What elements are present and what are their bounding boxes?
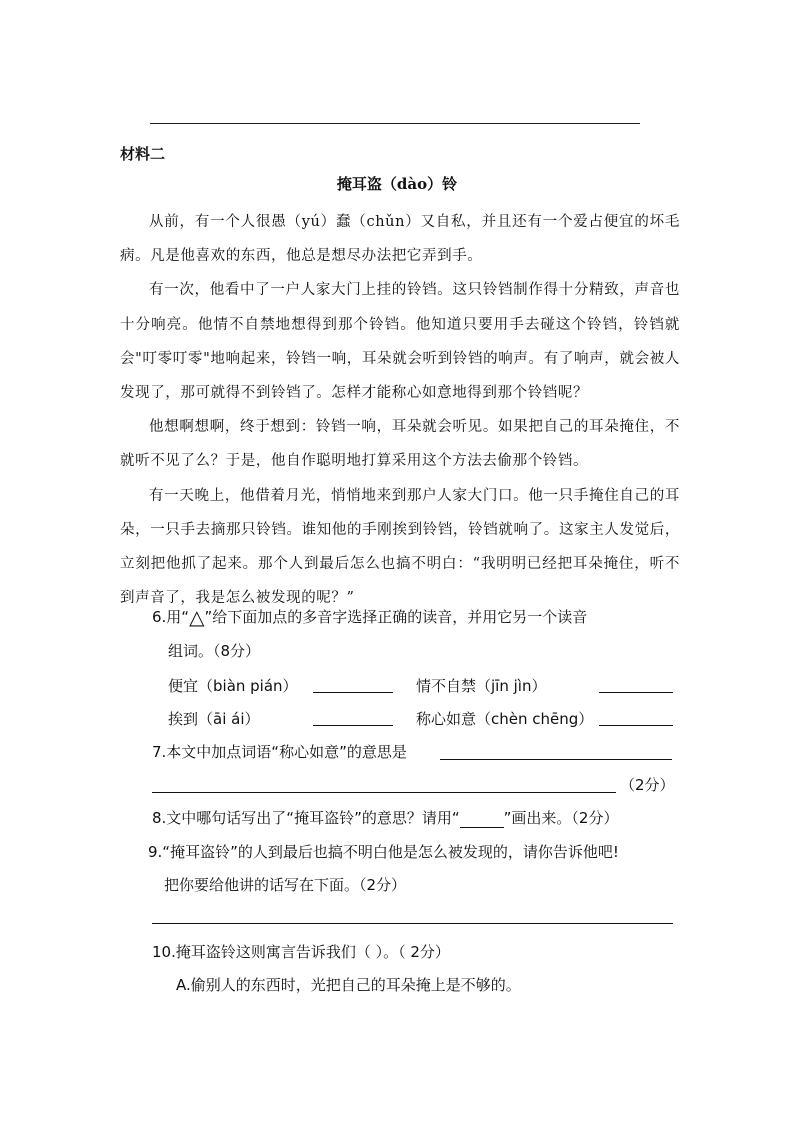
q6-item-chenxinruyi	[416, 708, 593, 729]
q7-answer-line-1[interactable]	[440, 759, 672, 760]
q6-answer-blank-3[interactable]	[313, 709, 393, 726]
q7-answer-line-2[interactable]	[152, 792, 616, 793]
underline-sample	[460, 811, 504, 828]
q6-answer-blank-4[interactable]	[599, 709, 673, 726]
q8-text-end: ”画出来。（2分）	[503, 809, 619, 827]
story-paragraph: 他想啊想啊，终于想到：铃铛一响，耳朵就会听见。如果把自己的耳朵掩住，不就听不见了么？于是，他自作聪明地打算采用这个方法去偷那个铃铛。	[120, 419, 680, 470]
question-6	[152, 606, 587, 627]
q6-item-label: 情不自禁（jīn jìn）	[416, 677, 547, 695]
q6-answer-blank-1[interactable]	[313, 676, 393, 693]
q10-option-a[interactable]: A.偷别人的东西时，光把自己的耳朵掩上是不够的。	[176, 976, 521, 994]
q6-prefix: 6.用“	[152, 608, 190, 626]
question-7: 7.本文中加点词语“称心如意”的意思是	[152, 743, 407, 761]
section-label: 材料二	[120, 145, 166, 163]
question-8	[152, 807, 618, 828]
story-text	[120, 205, 680, 615]
q6-item-label: 挨到（āi ái）	[168, 710, 260, 728]
q6-item-pianyi	[168, 675, 298, 696]
q6-item-qingbuzijin	[416, 675, 546, 696]
q6-item-label: 称心如意（chèn chēng）	[416, 710, 594, 728]
top-rule	[150, 123, 640, 124]
triangle-symbol-icon: △	[189, 605, 205, 629]
q8-text: 8.文中哪句话写出了“掩耳盗铃”的意思？请用“	[152, 809, 460, 827]
q6-line2: 组词。（8分）	[168, 642, 261, 660]
question-9: 9.“掩耳盗铃”的人到最后也搞不明白他是怎么被发现的，请你告诉他吧!	[148, 843, 619, 861]
q9-answer-line[interactable]	[152, 923, 673, 924]
q6-answer-blank-2[interactable]	[599, 676, 673, 693]
story-paragraph: 从前，有一个人很愚（yú）蠢（chǔn）又自私，并且还有一个爱占便宜的坏毛病。凡是他喜欢的东西，他总是想尽办法把它弄到手。	[120, 214, 680, 265]
story-title: 掩耳盗（dào）铃	[336, 175, 458, 193]
q6-item-label: 便宜（biàn pián）	[168, 677, 298, 695]
story-paragraph: 有一天晚上，他借着月光，悄悄地来到那户人家大门口。他一只手掩住自己的耳朵，一只手去摘那只铃铛。谁知他的手刚挨到铃铛，铃铛就响了。这家主人发觉后，立刻把他抓了起来。那个人到最后怎么也搞不明白：“我明明已经把耳朵掩住，听不到声音了，我是怎么被发现的呢？”	[120, 487, 680, 607]
q7-score: （2分）	[620, 776, 675, 794]
q6-suffix: ”给下面加点的多音字选择正确的读音，并用它另一个读音	[204, 608, 588, 626]
story-paragraph: 有一次，他看中了一户人家大门上挂的铃铛。这只铃铛制作得十分精致，声音也十分响亮。他情不自禁地想得到那个铃铛。他知道只要用手去碰这个铃铛，铃铛就会"叮零叮零"地响起来，铃铛一响，耳朵就会听到铃铛的响声。有了响声，就会被人发现了，那可就得不到铃铛了。怎样才能称心如意地得到那个铃铛呢？	[120, 282, 680, 402]
q9-line2: 把你要给他讲的话写在下面。（2分）	[164, 876, 407, 894]
q6-item-aidao	[168, 708, 260, 729]
question-10: 10.掩耳盗铃这则寓言告诉我们（ ）。（ 2分）	[152, 943, 450, 961]
